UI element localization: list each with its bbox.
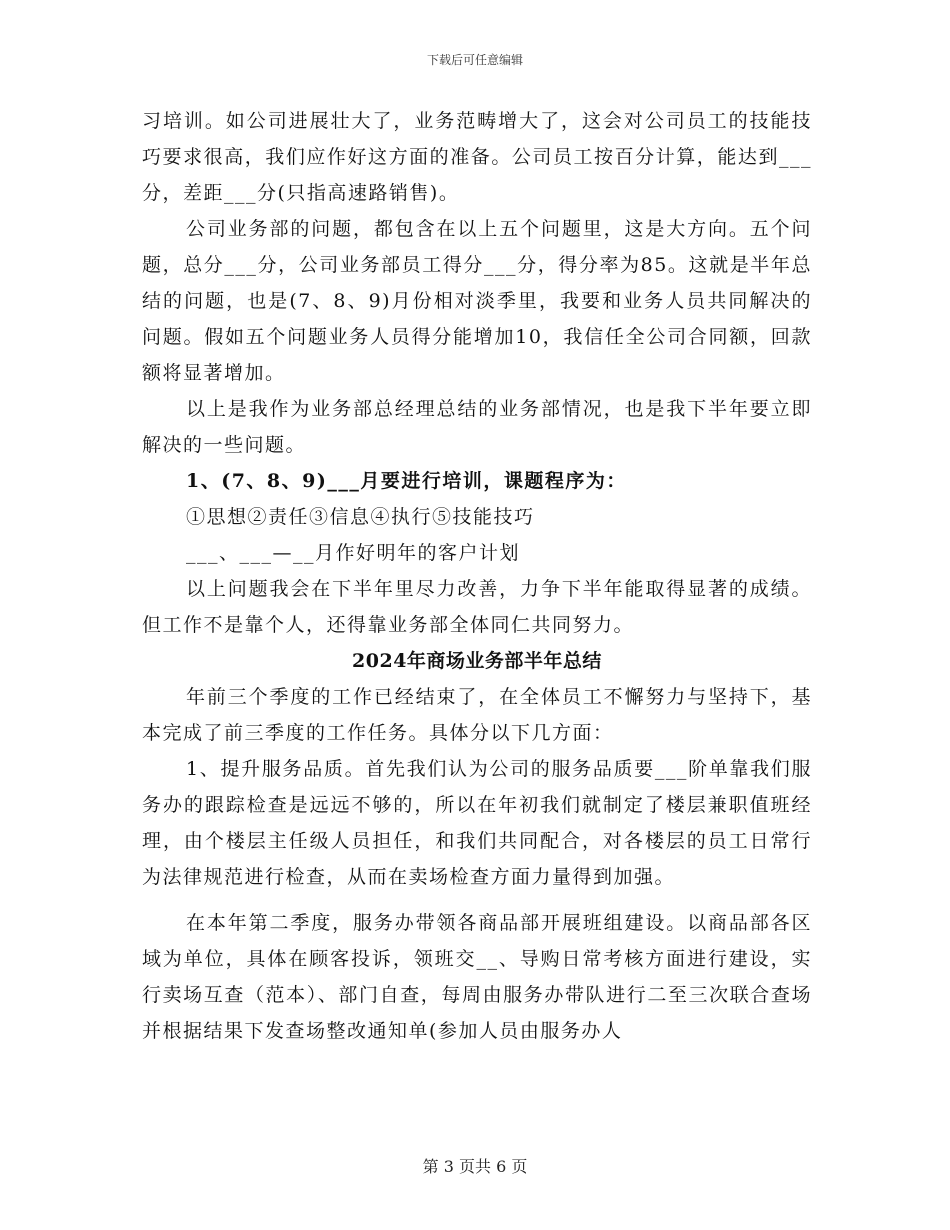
paragraph-quarter-intro: 年前三个季度的工作已经结束了，在全体员工不懈努力与坚持下，基本完成了前三季度的工作任务。具体分以下几方面： xyxy=(142,686,812,744)
paragraph-team-building: 在本年第二季度，服务办带领各商品部开展班组建设。以商品部各区域为单位，具体在顾客投诉，领班交__、导购日常考核方面进行建设，实行卖场互查（范本）、部门自查，每周由服务办带队进行二至三次联合查场并根据结果下发查场整改通知单(参加人员由服务办人 xyxy=(142,912,812,1042)
paragraph-training-intro: 习培训。如公司进展壮大了，业务范畴增大了，这会对公司员工的技能技巧要求很高，我们应作好这方面的准备。公司员工按百分计算，能达到___分，差距___分(只指高速路销售)。 xyxy=(142,110,812,204)
paragraph-training-schedule: 1、(7、8、9)___月要进行培训，课题程序为： xyxy=(186,470,627,492)
paragraph-closing: 以上问题我会在下半年里尽力改善，力争下半年能取得显著的成绩。但工作不是靠个人，还得靠业务部全体同仁共同努力。 xyxy=(142,578,812,636)
paragraph-business-dept-issues: 公司业务部的问题，都包含在以上五个问题里，这是大方向。五个问题，总分___分，公司业务部员工得分___分，得分率为85。这就是半年总结的问题，也是(7、8、9)月份相对淡季里，我要和业务人员共同解决的问题。假如五个问题业务人员得分能增加10，我信任全公司合同额，回款额将显著增加。 xyxy=(142,218,812,384)
section-title: 2024年商场业务部半年总结 xyxy=(352,650,602,672)
paragraph-client-plan: ___、___—__月作好明年的客户计划 xyxy=(186,542,521,564)
paragraph-summary-statement: 以上是我作为业务部总经理总结的业务部情况，也是我下半年要立即解决的一些问题。 xyxy=(142,398,812,456)
paragraph-topic-list: ①思想②责任③信息④执行⑤技能技巧 xyxy=(186,506,535,528)
paragraph-service-quality: 1、提升服务品质。首先我们认为公司的服务品质要___阶单靠我们服务办的跟踪检查是远远不够的，所以在年初我们就制定了楼层兼职值班经理，由个楼层主任级人员担任，和我们共同配合，对各楼层的员工日常行为法律规范进行检查，从而在卖场检查方面力量得到加强。 xyxy=(142,758,812,888)
document-body xyxy=(142,103,812,1049)
page-header: 下载后可任意编辑 xyxy=(426,53,523,67)
page-number: 第 3 页共 6 页 xyxy=(422,1157,528,1176)
